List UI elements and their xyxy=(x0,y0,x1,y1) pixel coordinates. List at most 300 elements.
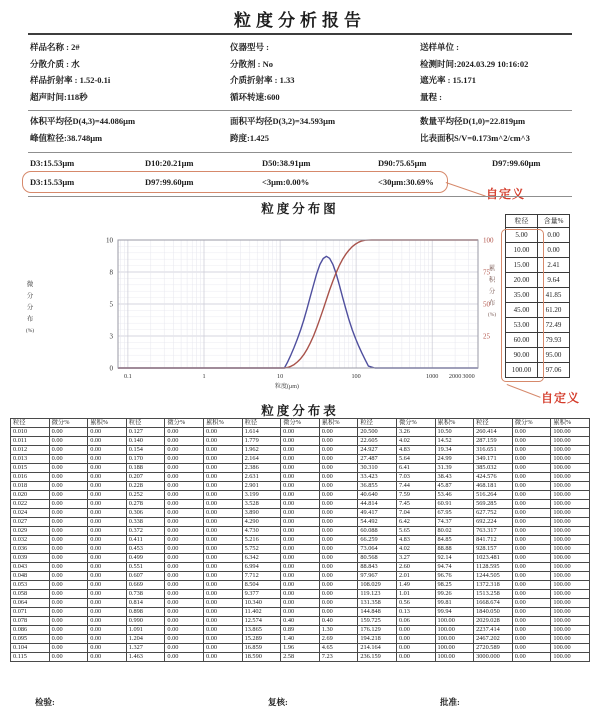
dist-cell: 0.607 xyxy=(126,572,165,581)
dist-cell: 0.372 xyxy=(126,527,165,536)
dist-cell: 1372.318 xyxy=(474,581,513,590)
dist-cell: 0.00 xyxy=(203,653,242,662)
dist-cell: 0.00 xyxy=(319,581,358,590)
dist-cell: 44.814 xyxy=(358,500,397,509)
dist-cell: 0.170 xyxy=(126,455,165,464)
dist-col-header: 微分% xyxy=(512,419,551,428)
table-section-title: 粒度分布表 xyxy=(261,404,339,418)
dist-cell: 19.34 xyxy=(435,446,474,455)
dist-cell: 159.725 xyxy=(358,617,397,626)
dist-cell: 0.00 xyxy=(203,617,242,626)
dist-cell: 1.091 xyxy=(126,626,165,635)
svg-text:2000: 2000 xyxy=(448,373,462,380)
dist-cell: 49.417 xyxy=(358,509,397,518)
dist-cell: 0.00 xyxy=(49,491,88,500)
dist-col-header: 累积% xyxy=(88,419,127,428)
d-value: D3:15.53μm xyxy=(30,158,75,168)
mini-col-header: 粒径 xyxy=(506,215,538,228)
dist-cell: 20.500 xyxy=(358,428,397,437)
dist-cell: 2.69 xyxy=(319,635,358,644)
dist-cell: 0.00 xyxy=(512,491,551,500)
svg-text:积: 积 xyxy=(488,276,496,284)
dist-cell: 7.03 xyxy=(396,473,435,482)
custom-d-value: <3μm:0.00% xyxy=(262,177,310,187)
dist-cell: 0.00 xyxy=(49,626,88,635)
dist-cell: 100.00 xyxy=(551,563,590,572)
dist-cell: 0.00 xyxy=(49,482,88,491)
dist-cell: 7.59 xyxy=(396,491,435,500)
dist-cell: 0.00 xyxy=(319,572,358,581)
dist-cell: 2720.589 xyxy=(474,644,513,653)
dist-cell: 0.00 xyxy=(165,644,204,653)
dist-cell: 10.50 xyxy=(435,428,474,437)
dist-cell: 2.631 xyxy=(242,473,281,482)
dist-cell: 2.01 xyxy=(396,572,435,581)
dist-cell: 0.00 xyxy=(281,473,320,482)
dist-cell: 0.00 xyxy=(396,644,435,653)
dist-cell: 0.016 xyxy=(11,473,50,482)
dist-cell: 80.568 xyxy=(358,554,397,563)
stat-field: 体积平均径D(4,3)=44.086μm xyxy=(30,116,136,126)
info-field: 遮光率 : 15.171 xyxy=(420,75,476,85)
dist-cell: 13.865 xyxy=(242,626,281,635)
dist-cell: 0.00 xyxy=(49,446,88,455)
dist-cell: 0.00 xyxy=(165,482,204,491)
dist-cell: 100.00 xyxy=(551,545,590,554)
dist-cell: 0.00 xyxy=(165,617,204,626)
dist-cell: 0.00 xyxy=(88,545,127,554)
dist-table-row xyxy=(11,509,590,518)
mini-cell: 90.00 xyxy=(506,348,538,363)
mini-cell: 45.00 xyxy=(506,303,538,318)
dist-cell: 214.164 xyxy=(358,644,397,653)
dist-cell: 0.00 xyxy=(512,500,551,509)
dist-cell: 0.00 xyxy=(88,635,127,644)
dist-cell: 0.00 xyxy=(88,455,127,464)
dist-cell: 0.00 xyxy=(165,437,204,446)
dist-cell: 0.032 xyxy=(11,536,50,545)
dist-cell: 0.990 xyxy=(126,617,165,626)
dist-cell: 0.00 xyxy=(203,545,242,554)
dist-cell: 0.40 xyxy=(319,617,358,626)
dist-cell: 0.00 xyxy=(165,572,204,581)
dist-cell: 0.00 xyxy=(88,527,127,536)
dist-cell: 0.00 xyxy=(49,545,88,554)
dist-cell: 0.00 xyxy=(319,482,358,491)
svg-text:(%): (%) xyxy=(487,312,497,318)
dist-cell: 6.994 xyxy=(242,563,281,572)
dist-cell: 0.00 xyxy=(203,446,242,455)
dist-cell: 0.00 xyxy=(165,653,204,662)
dist-cell: 74.37 xyxy=(435,518,474,527)
dist-cell: 60.91 xyxy=(435,500,474,509)
dist-cell: 100.00 xyxy=(435,626,474,635)
dist-cell: 0.00 xyxy=(319,563,358,572)
dist-cell: 0.00 xyxy=(512,437,551,446)
dist-cell: 67.95 xyxy=(435,509,474,518)
svg-text:分: 分 xyxy=(488,288,496,295)
dist-cell: 27.487 xyxy=(358,455,397,464)
mini-cell: 20.00 xyxy=(506,273,538,288)
dist-cell: 100.00 xyxy=(551,446,590,455)
dist-cell: 0.00 xyxy=(49,536,88,545)
distribution-table-body xyxy=(11,428,590,662)
dist-cell: 0.551 xyxy=(126,563,165,572)
d-value: D50:38.91μm xyxy=(262,158,311,168)
dist-cell: 0.00 xyxy=(203,491,242,500)
dist-cell: 0.00 xyxy=(319,599,358,608)
dist-cell: 0.00 xyxy=(281,518,320,527)
dist-cell: 0.00 xyxy=(281,446,320,455)
dist-cell: 1.204 xyxy=(126,635,165,644)
dist-cell: 0.669 xyxy=(126,581,165,590)
dist-table-row xyxy=(11,428,590,437)
dist-cell: 0.00 xyxy=(88,536,127,545)
dist-cell: 0.086 xyxy=(11,626,50,635)
dist-cell: 0.00 xyxy=(49,428,88,437)
dist-cell: 0.00 xyxy=(49,608,88,617)
dist-cell: 0.56 xyxy=(396,599,435,608)
svg-text:3000: 3000 xyxy=(462,373,475,380)
svg-text:8: 8 xyxy=(109,268,113,277)
dist-cell: 33.423 xyxy=(358,473,397,482)
dist-cell: 7.712 xyxy=(242,572,281,581)
dist-cell: 0.00 xyxy=(165,545,204,554)
dist-cell: 0.13 xyxy=(396,608,435,617)
dist-cell: 100.00 xyxy=(435,653,474,662)
stat-field: 面积平均径D(3,2)=34.593μm xyxy=(230,116,336,126)
dist-col-header: 粒径 xyxy=(242,419,281,428)
dist-cell: 2.58 xyxy=(281,653,320,662)
dist-cell: 11.402 xyxy=(242,608,281,617)
info-field: 仪器型号 : xyxy=(230,42,269,52)
dist-cell: 4.83 xyxy=(396,446,435,455)
dist-cell: 100.00 xyxy=(551,590,590,599)
dist-table-row xyxy=(11,599,590,608)
dist-cell: 0.06 xyxy=(396,617,435,626)
mini-cell: 79.93 xyxy=(538,333,570,348)
dist-cell: 0.00 xyxy=(281,581,320,590)
chart-section-title: 粒度分布图 xyxy=(261,202,339,216)
dist-cell: 0.00 xyxy=(512,563,551,572)
dist-cell: 0.00 xyxy=(88,491,127,500)
dist-cell: 0.00 xyxy=(319,500,358,509)
dist-cell: 0.00 xyxy=(512,482,551,491)
dist-cell: 0.00 xyxy=(49,563,88,572)
report-title: 粒度分析报告 xyxy=(234,11,366,30)
dist-cell: 0.127 xyxy=(126,428,165,437)
dist-cell: 0.00 xyxy=(88,518,127,527)
dist-cell: 0.00 xyxy=(88,437,127,446)
dist-cell: 0.00 xyxy=(512,608,551,617)
mini-cell: 41.85 xyxy=(538,288,570,303)
mini-cell: 53.00 xyxy=(506,318,538,333)
dist-cell: 0.207 xyxy=(126,473,165,482)
dist-cell: 0.036 xyxy=(11,545,50,554)
dist-cell: 24.927 xyxy=(358,446,397,455)
dist-cell: 100.00 xyxy=(435,635,474,644)
dist-cell: 0.00 xyxy=(203,590,242,599)
dist-cell: 260.414 xyxy=(474,428,513,437)
svg-text:100: 100 xyxy=(351,373,361,380)
dist-cell: 0.00 xyxy=(165,500,204,509)
dist-cell: 5.752 xyxy=(242,545,281,554)
dist-cell: 0.00 xyxy=(319,527,358,536)
custom-sizes-highlight-box xyxy=(501,229,544,382)
mini-cell: 97.06 xyxy=(538,363,570,378)
divider xyxy=(28,33,572,35)
dist-cell: 0.40 xyxy=(281,617,320,626)
dist-cell: 7.23 xyxy=(319,653,358,662)
dist-cell: 0.00 xyxy=(49,464,88,473)
dist-cell: 385.032 xyxy=(474,464,513,473)
dist-cell: 4.65 xyxy=(319,644,358,653)
dist-cell: 0.00 xyxy=(512,545,551,554)
dist-cell: 0.00 xyxy=(203,428,242,437)
dist-cell: 0.00 xyxy=(165,608,204,617)
info-field: 分散剂 : No xyxy=(230,58,273,69)
dist-cell: 0.00 xyxy=(165,518,204,527)
dist-cell: 0.00 xyxy=(319,590,358,599)
dist-cell: 0.00 xyxy=(165,464,204,473)
dist-cell: 45.87 xyxy=(435,482,474,491)
custom-d-value: <30μm:30.69% xyxy=(378,177,434,187)
dist-cell: 1023.481 xyxy=(474,554,513,563)
dist-cell: 0.00 xyxy=(49,518,88,527)
dist-table-row xyxy=(11,572,590,581)
dist-cell: 0.095 xyxy=(11,635,50,644)
dist-cell: 100.00 xyxy=(551,500,590,509)
dist-cell: 100.00 xyxy=(551,518,590,527)
dist-cell: 0.010 xyxy=(11,428,50,437)
dist-cell: 24.99 xyxy=(435,455,474,464)
dist-cell: 0.00 xyxy=(512,572,551,581)
dist-cell: 0.00 xyxy=(88,563,127,572)
dist-cell: 0.00 xyxy=(88,626,127,635)
dist-cell: 0.00 xyxy=(512,554,551,563)
dist-cell: 0.00 xyxy=(512,581,551,590)
dist-cell: 0.115 xyxy=(11,653,50,662)
dist-cell: 0.00 xyxy=(319,554,358,563)
dist-cell: 3.890 xyxy=(242,509,281,518)
svg-text:布: 布 xyxy=(488,299,496,307)
dist-cell: 100.00 xyxy=(551,608,590,617)
dist-table-row xyxy=(11,581,590,590)
mini-cell: 95.00 xyxy=(538,348,570,363)
dist-cell: 0.00 xyxy=(281,464,320,473)
dist-cell: 0.00 xyxy=(49,500,88,509)
dist-cell: 0.00 xyxy=(281,455,320,464)
dist-cell: 0.064 xyxy=(11,599,50,608)
dist-cell: 0.154 xyxy=(126,446,165,455)
dist-cell: 0.00 xyxy=(88,464,127,473)
dist-cell: 100.00 xyxy=(551,428,590,437)
dist-table-row xyxy=(11,653,590,662)
signature-field: 检验: xyxy=(35,697,55,707)
dist-cell: 0.015 xyxy=(11,464,50,473)
dist-cell: 0.00 xyxy=(203,608,242,617)
dist-table-row xyxy=(11,518,590,527)
dist-cell: 18.590 xyxy=(242,653,281,662)
dist-table-row xyxy=(11,644,590,653)
dist-cell: 0.00 xyxy=(49,599,88,608)
mini-cell: 35.00 xyxy=(506,288,538,303)
dist-cell: 1.30 xyxy=(319,626,358,635)
dist-cell: 12.574 xyxy=(242,617,281,626)
dist-cell: 16.859 xyxy=(242,644,281,653)
dist-cell: 0.027 xyxy=(11,518,50,527)
dist-cell: 54.492 xyxy=(358,518,397,527)
dist-cell: 0.00 xyxy=(203,500,242,509)
dist-cell: 0.00 xyxy=(319,464,358,473)
dist-cell: 9.377 xyxy=(242,590,281,599)
dist-cell: 0.020 xyxy=(11,491,50,500)
mini-cell: 72.49 xyxy=(538,318,570,333)
dist-col-header: 累积% xyxy=(319,419,358,428)
dist-cell: 0.00 xyxy=(88,581,127,590)
dist-cell: 73.064 xyxy=(358,545,397,554)
dist-cell: 0.039 xyxy=(11,554,50,563)
dist-cell: 2.901 xyxy=(242,482,281,491)
stat-field: 峰值粒径:38.748μm xyxy=(30,133,103,143)
d-values-row xyxy=(30,158,578,168)
dist-cell: 0.228 xyxy=(126,482,165,491)
dist-cell: 0.00 xyxy=(281,509,320,518)
dist-cell: 2.164 xyxy=(242,455,281,464)
divider xyxy=(28,152,572,153)
dist-cell: 0.252 xyxy=(126,491,165,500)
dist-cell: 3000.000 xyxy=(474,653,513,662)
dist-cell: 0.00 xyxy=(203,437,242,446)
dist-cell: 88.843 xyxy=(358,563,397,572)
dist-cell: 0.048 xyxy=(11,572,50,581)
dist-cell: 0.00 xyxy=(281,572,320,581)
dist-cell: 1668.674 xyxy=(474,599,513,608)
dist-cell: 22.605 xyxy=(358,437,397,446)
svg-text:1000: 1000 xyxy=(426,373,439,380)
mini-col-header: 含量% xyxy=(538,215,570,228)
dist-cell: 100.00 xyxy=(551,437,590,446)
dist-cell: 0.00 xyxy=(512,464,551,473)
dist-cell: 0.00 xyxy=(281,500,320,509)
dist-cell: 0.00 xyxy=(319,437,358,446)
dist-cell: 0.00 xyxy=(165,473,204,482)
dist-table-row xyxy=(11,536,590,545)
dist-cell: 0.00 xyxy=(319,446,358,455)
dist-cell: 0.00 xyxy=(512,653,551,662)
stat-field: 比表面积S/V=0.173m^2/cm^3 xyxy=(420,133,530,143)
svg-text:布: 布 xyxy=(26,315,34,323)
dist-cell: 100.00 xyxy=(551,572,590,581)
dist-cell: 0.00 xyxy=(49,617,88,626)
dist-cell: 0.306 xyxy=(126,509,165,518)
dist-cell: 144.848 xyxy=(358,608,397,617)
dist-cell: 0.00 xyxy=(49,527,88,536)
dist-cell: 0.188 xyxy=(126,464,165,473)
dist-cell: 0.00 xyxy=(512,626,551,635)
dist-cell: 0.00 xyxy=(49,455,88,464)
info-field: 样品折射率 : 1.52-0.1i xyxy=(30,75,111,85)
dist-cell: 0.00 xyxy=(319,608,358,617)
custom-content-table-header xyxy=(506,215,570,228)
dist-cell: 0.00 xyxy=(165,590,204,599)
svg-text:分: 分 xyxy=(26,292,34,300)
dist-cell: 0.024 xyxy=(11,509,50,518)
dist-cell: 99.81 xyxy=(435,599,474,608)
dist-cell: 0.00 xyxy=(203,644,242,653)
dist-cell: 14.52 xyxy=(435,437,474,446)
dist-cell: 0.00 xyxy=(512,635,551,644)
dist-col-header: 累积% xyxy=(551,419,590,428)
dist-cell: 1.327 xyxy=(126,644,165,653)
info-field: 检测时间:2024.03.29 10:16:02 xyxy=(420,58,529,69)
dist-cell: 0.00 xyxy=(203,563,242,572)
dist-cell: 99.26 xyxy=(435,590,474,599)
dist-cell: 0.00 xyxy=(49,590,88,599)
dist-cell: 0.00 xyxy=(281,563,320,572)
dist-cell: 0.00 xyxy=(512,536,551,545)
dist-table-row xyxy=(11,626,590,635)
mini-cell: 2.41 xyxy=(538,258,570,273)
dist-cell: 36.855 xyxy=(358,482,397,491)
dist-cell: 928.157 xyxy=(474,545,513,554)
dist-cell: 0.00 xyxy=(88,500,127,509)
dist-table-row xyxy=(11,491,590,500)
dist-cell: 841.712 xyxy=(474,536,513,545)
dist-cell: 0.00 xyxy=(88,473,127,482)
dist-cell: 4.730 xyxy=(242,527,281,536)
dist-cell: 236.159 xyxy=(358,653,397,662)
mini-cell: 15.00 xyxy=(506,258,538,273)
dist-cell: 194.218 xyxy=(358,635,397,644)
dist-cell: 516.264 xyxy=(474,491,513,500)
mini-cell: 60.00 xyxy=(506,333,538,348)
dist-cell: 0.00 xyxy=(203,455,242,464)
dist-table-row xyxy=(11,563,590,572)
dist-cell: 0.00 xyxy=(49,581,88,590)
dist-table-row xyxy=(11,464,590,473)
dist-cell: 0.00 xyxy=(203,518,242,527)
dist-cell: 6.42 xyxy=(396,518,435,527)
info-field: 样品名称 : 2# xyxy=(30,42,80,52)
dist-cell: 100.00 xyxy=(551,464,590,473)
dist-table-row xyxy=(11,437,590,446)
dist-cell: 88.88 xyxy=(435,545,474,554)
dist-cell: 0.00 xyxy=(512,455,551,464)
dist-cell: 6.41 xyxy=(396,464,435,473)
dist-cell: 0.278 xyxy=(126,500,165,509)
dist-cell: 0.00 xyxy=(319,473,358,482)
dist-cell: 0.00 xyxy=(203,581,242,590)
dist-cell: 100.00 xyxy=(551,599,590,608)
dist-cell: 2029.028 xyxy=(474,617,513,626)
dist-cell: 100.00 xyxy=(551,626,590,635)
dist-cell: 0.00 xyxy=(281,428,320,437)
dist-cell: 1.49 xyxy=(396,581,435,590)
dist-cell: 0.00 xyxy=(88,509,127,518)
custom-annotation: 自定义 xyxy=(541,391,581,405)
dist-cell: 100.00 xyxy=(551,536,590,545)
dist-cell: 316.651 xyxy=(474,446,513,455)
dist-cell: 4.02 xyxy=(396,545,435,554)
dist-cell: 0.00 xyxy=(203,536,242,545)
dist-cell: 7.44 xyxy=(396,482,435,491)
dist-cell: 0.00 xyxy=(88,554,127,563)
dist-cell: 0.411 xyxy=(126,536,165,545)
dist-cell: 287.159 xyxy=(474,437,513,446)
dist-cell: 0.00 xyxy=(165,563,204,572)
signature-field: 复核: xyxy=(268,697,288,707)
